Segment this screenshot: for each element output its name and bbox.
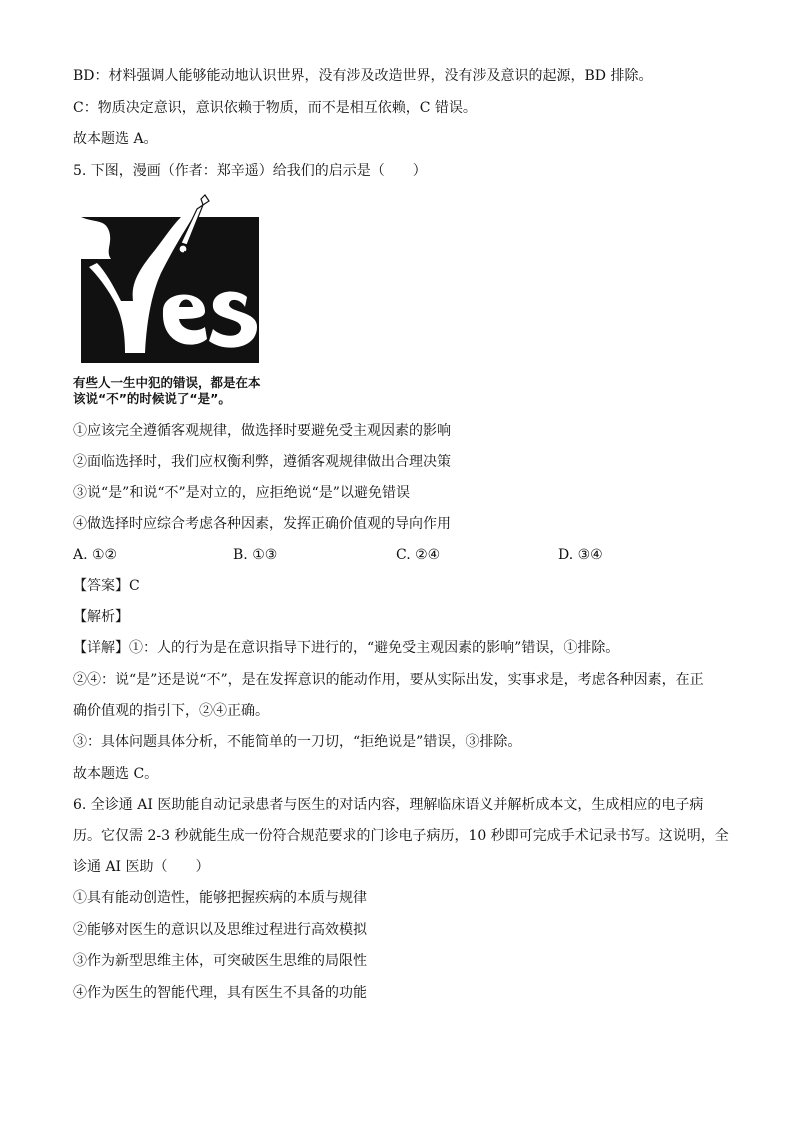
- line-c: C：物质决定意识，意识依赖于物质，而不是相互依赖，C 错误。: [73, 100, 477, 116]
- cartoon-cliff-top: [81, 197, 259, 217]
- question-5-stem: 5. 下图，漫画（作者：郑辛遥）给我们的启示是（ ）: [73, 163, 427, 179]
- q5-detail-3: ③：具体问题具体分析，不能简单的一刀切，“拒绝说是”错误，③排除。: [73, 734, 522, 750]
- q5-statement-4: ④做选择时应综合考虑各种因素，发挥正确价值观的导向作用: [73, 516, 451, 532]
- q5-answer: [73, 576, 140, 596]
- detail-tag: 【详解】: [73, 640, 129, 656]
- q5-statement-1: ①应该完全遵循客观规律，做选择时要避免受主观因素的影响: [73, 423, 451, 439]
- q5-option-b: B. ①③: [233, 547, 278, 563]
- q6-statement-1: ①具有能动创造性，能够把握疾病的本质与规律: [73, 890, 367, 906]
- q5-option-a: A. ①②: [73, 547, 118, 563]
- answer-tag: 【答案】: [73, 578, 129, 594]
- q5-pick: 故本题选 C。: [73, 766, 159, 782]
- q5-option-d: D. ③④: [558, 547, 603, 563]
- cartoon-image: [75, 193, 265, 369]
- line-pick-a: 故本题选 A。: [73, 131, 158, 147]
- q5-option-c: C. ②④: [396, 547, 441, 563]
- q5-analysis-tag: 【解析】: [73, 609, 129, 625]
- q5-statement-2: ②面临选择时，我们应权衡利弊，遵循客观规律做出合理决策: [73, 454, 451, 470]
- answer-value: C: [129, 578, 140, 594]
- detail-1-text: ①：人的行为是在意识指导下进行的，“避免受主观因素的影响”错误，①排除。: [129, 640, 620, 656]
- q5-detail-1: [73, 638, 619, 658]
- cartoon-caption-line-1: 有些人一生中犯的错误，都是在本: [73, 375, 261, 390]
- q6-statement-4: ④作为医生的智能代理，具有医生不具备的功能: [73, 985, 367, 1001]
- cartoon-caption-line-2: 该说“不”的时候说了“是”。: [73, 391, 231, 406]
- question-6-stem-1: 6. 全诊通 AI 医助能自动记录患者与医生的对话内容，理解临床语义并解析成本文，生成相应的电子病: [73, 797, 704, 813]
- question-6-stem-3: 诊通 AI 医助（ ）: [73, 859, 210, 875]
- line-bd: BD：材料强调人能够能动地认识世界，没有涉及改造世界，没有涉及意识的起源，BD 排除。: [73, 68, 653, 84]
- q6-statement-2: ②能够对医生的意识以及思维过程进行高效模拟: [73, 922, 367, 938]
- question-6-stem-2: 历。它仅需 2-3 秒就能生成一份符合规范要求的门诊电子病历，10 秒即可完成手术记录书写。这说明，全: [73, 828, 729, 844]
- q5-detail-2b: 确价值观的指引下，②④正确。: [73, 703, 269, 719]
- q6-statement-3: ③作为新型思维主体，可突破医生思维的局限性: [73, 953, 367, 969]
- q5-detail-2a: ②④：说“是”还是说“不”，是在发挥意识的能动作用，要从实际出发，实事求是，考虑各种因素，在正: [73, 672, 704, 688]
- q5-statement-3: ③说“是”和说“不”是对立的，应拒绝说“是”以避免错误: [73, 485, 410, 501]
